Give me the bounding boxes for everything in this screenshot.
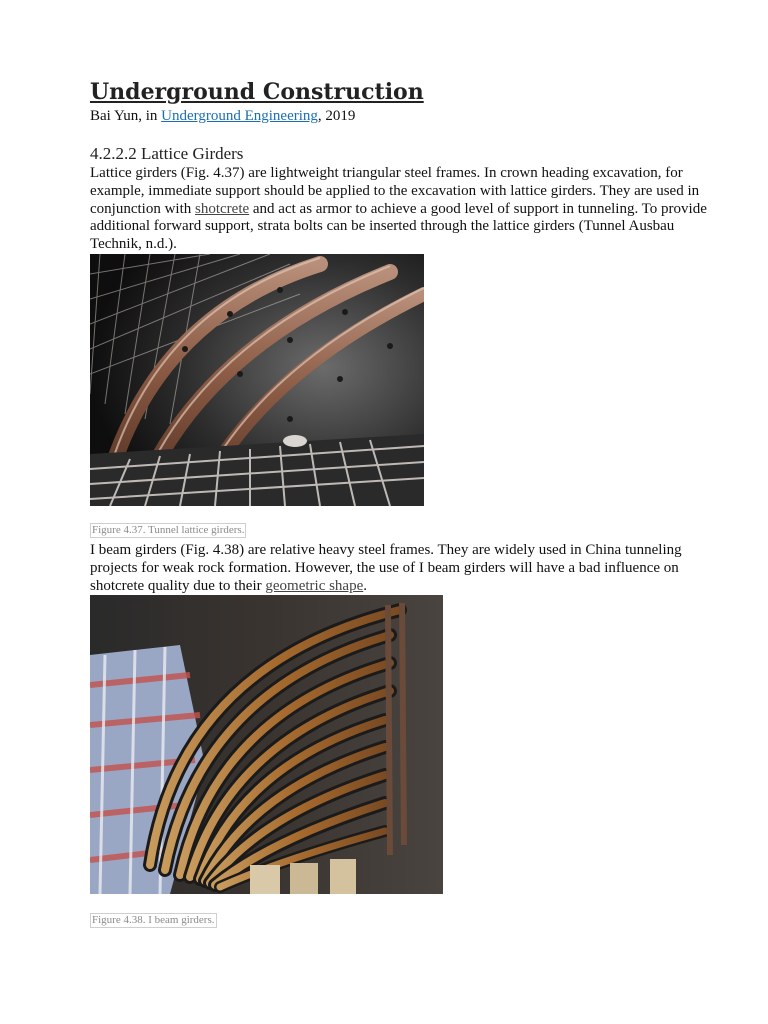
page-title: Underground Construction — [90, 79, 424, 105]
paragraph-lattice — [90, 165, 720, 254]
i-beam-girders-photo — [90, 595, 443, 894]
geometric-shape-link[interactable]: geometric shape — [265, 577, 364, 594]
lattice-girders-photo — [90, 254, 424, 506]
byline — [90, 106, 720, 126]
paragraph-text: I beam girders (Fig. 4.38) are relative heavy steel frames. They are widely used in China tunneling projects for weak rock formation. However, the use of I beam girders will have a bad influence on shotcrete quality due to their — [90, 541, 682, 594]
figure-caption: Figure 4.38. I beam girders. — [92, 914, 215, 927]
article — [90, 78, 720, 928]
source-link[interactable]: Underground Engineering — [161, 108, 318, 124]
paragraph-ibeam — [90, 542, 720, 595]
byline-year: , 2019 — [317, 108, 356, 124]
paragraph-text: and act as armor to achieve a good level of support in tunneling. To provide additional forward support, strata bolts can be inserted through the lattice girders (Tunnel Ausbau Technik, n.d.). — [90, 200, 707, 253]
shotcrete-link[interactable]: shotcrete — [195, 200, 250, 217]
paragraph-text: Lattice girders (Fig. 4.37) are lightweight triangular steel frames. In crown heading excavation, for example, immediate support should be applied to the excavation with lattice girders. They are used in conjunction with — [90, 165, 700, 217]
figure-caption: Figure 4.37. Tunnel lattice girders. — [92, 523, 245, 536]
byline-author: Bai Yun, in — [90, 108, 162, 124]
section-heading: 4.2.2.2 Lattice Girders — [90, 144, 244, 163]
paragraph-text: . — [363, 577, 367, 594]
